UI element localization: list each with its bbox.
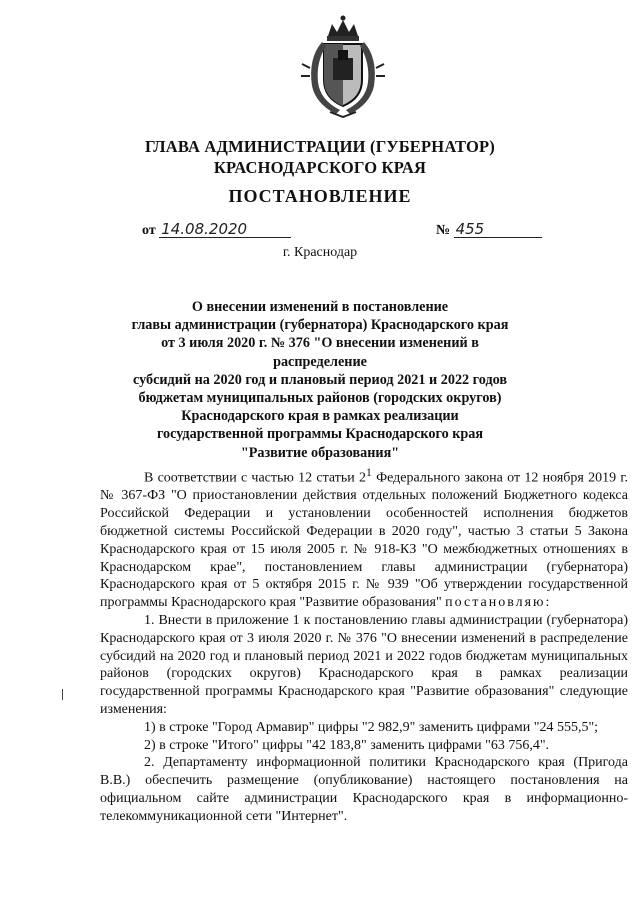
item-2-paragraph: 2. Департаменту информационной политики Краснодарского края (Пригода В.В.) обеспечить размещение (опубликование) настоящего постановления на официальном сайте администрации Краснодарского края в информационно-телекоммуникационной сети "Интернет". bbox=[100, 755, 628, 824]
preamble-text-start: В соответствии с частью 12 статьи 2 bbox=[144, 470, 366, 486]
date-value: 14.08.2020 bbox=[159, 221, 291, 238]
number-prefix: № bbox=[436, 223, 451, 238]
preamble-text: Федерального закона от 12 ноября 2019 г. № 367-ФЗ "О приостановлении действия отдельных положений Бюджетного кодекса Российской Федерации и установлении особенностей исполнения бюджетов бюджетной системы Российской Федерации в 2020 году", частью 3 статьи 5 Закона Краснодарского края от 15 июля 2005 г. № 918-КЗ "О межбюджетных отношениях в Краснодарском крае", постановлением главы администрации (губернатора) Краснодарского края от 5 октября 2015 г. № 939 "Об утверждении государственной программы Краснодарского края "Развитие образования" bbox=[100, 470, 628, 611]
subject-line: О внесении изменений в постановление bbox=[191, 299, 449, 315]
document-date bbox=[142, 221, 291, 239]
subject-line: бюджетам муниципальных районов (городских округов) bbox=[138, 390, 502, 407]
document-type: ПОСТАНОВЛЕНИЕ bbox=[228, 186, 412, 206]
subject-line: государственной программы Краснодарского края bbox=[156, 426, 484, 443]
issuing-authority bbox=[0, 136, 640, 178]
krasnodar-coat-of-arms-icon bbox=[300, 14, 386, 118]
subject-line: главы администрации (губернатора) Краснодарского края bbox=[131, 317, 509, 334]
decree-word: постановляю: bbox=[445, 595, 552, 611]
preamble-paragraph bbox=[100, 464, 628, 612]
item-1-2-paragraph: 2) в строке "Итого" цифры "42 183,8" заменить цифрами "63 756,4". bbox=[144, 737, 550, 753]
subject-line: субсидий на 2020 год и плановый период 2021 и 2022 годов bbox=[132, 371, 508, 388]
article-superscript: 1 bbox=[365, 466, 372, 479]
city-of-issue: г. Краснодар bbox=[282, 245, 358, 260]
document-subject bbox=[120, 298, 520, 462]
item-1-paragraph: 1. Внести в приложение 1 к постановлению главы администрации (губернатора) Краснодарского края от 3 июля 2020 г. № 376 "О внесении изменений в распределение субсидий на 2020 год и плановый период 2021 и 2022 годов бюджетам муниципальных районов (городских округов) Краснодарского края в рамках реализации государственной программы Краснодарского края "Развитие образования" следующие изменения: bbox=[100, 613, 628, 718]
subject-line: от 3 июля 2020 г. № 376 "О внесении изменений в распределение bbox=[161, 335, 479, 370]
authority-line-1: ГЛАВА АДМИНИСТРАЦИИ (ГУБЕРНАТОР) bbox=[145, 137, 495, 156]
subject-line: "Развитие образования" bbox=[240, 444, 400, 461]
item-1-1-paragraph: 1) в строке "Город Армавир" цифры "2 982,9" заменить цифрами "24 555,5"; bbox=[144, 719, 599, 735]
subject-line: Краснодарского края в рамках реализации bbox=[181, 408, 459, 425]
date-prefix: от bbox=[142, 223, 156, 238]
authority-line-2: КРАСНОДАРСКОГО КРАЯ bbox=[213, 158, 427, 177]
margin-mark bbox=[62, 689, 63, 700]
number-value: 455 bbox=[454, 221, 542, 238]
document-body bbox=[100, 464, 628, 826]
document-number bbox=[436, 221, 542, 239]
